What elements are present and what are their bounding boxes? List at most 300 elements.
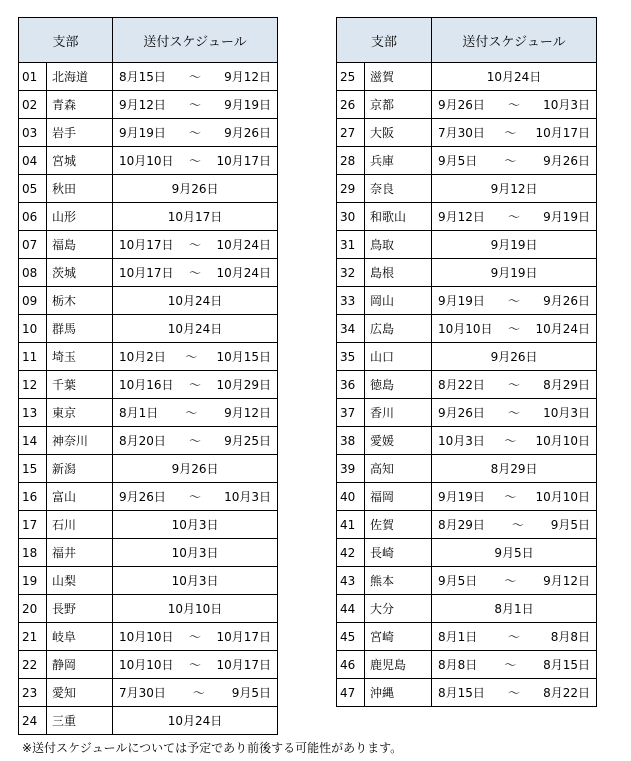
range-separator: ～ bbox=[508, 98, 521, 112]
table-row bbox=[337, 511, 597, 539]
schedule-range bbox=[432, 572, 596, 589]
branch-number: 11 bbox=[19, 343, 47, 371]
schedule-to: 9月19日 bbox=[224, 98, 271, 112]
range-separator: ～ bbox=[189, 630, 202, 644]
branch-number: 13 bbox=[19, 399, 47, 427]
branch-number: 37 bbox=[337, 399, 365, 427]
range-separator: ～ bbox=[508, 378, 521, 392]
range-separator: ～ bbox=[185, 350, 198, 364]
schedule-range bbox=[113, 264, 277, 281]
schedule-cell bbox=[113, 259, 278, 287]
schedule-range bbox=[113, 684, 277, 701]
schedule-range bbox=[432, 404, 596, 421]
table-row bbox=[19, 651, 278, 679]
schedule-from: 10月10日 bbox=[438, 322, 493, 336]
schedule-range bbox=[432, 628, 596, 645]
branch-name: 秋田 bbox=[47, 175, 113, 203]
schedule-to: 10月10日 bbox=[535, 434, 591, 448]
range-separator: ～ bbox=[508, 630, 521, 644]
schedule-from: 9月19日 bbox=[438, 294, 485, 308]
schedule-range bbox=[113, 376, 277, 393]
branch-number: 06 bbox=[19, 203, 47, 231]
schedule-range bbox=[432, 488, 596, 505]
branch-number: 07 bbox=[19, 231, 47, 259]
schedule-from: 10月16日 bbox=[119, 378, 174, 392]
schedule-date: 10月24日 bbox=[167, 294, 223, 308]
schedule-table-left bbox=[18, 17, 278, 735]
schedule-to: 10月3日 bbox=[543, 98, 590, 112]
range-separator: ～ bbox=[189, 490, 202, 504]
schedule-cell bbox=[432, 91, 597, 119]
schedule-to: 8月8日 bbox=[550, 630, 590, 644]
table-row bbox=[337, 567, 597, 595]
range-separator: ～ bbox=[189, 154, 202, 168]
schedule-from: 9月26日 bbox=[119, 490, 166, 504]
branch-name: 高知 bbox=[365, 455, 432, 483]
schedule-cell bbox=[113, 371, 278, 399]
schedule-date: 10月24日 bbox=[167, 322, 223, 336]
branch-name: 山口 bbox=[365, 343, 432, 371]
schedule-from: 7月30日 bbox=[119, 686, 166, 700]
range-separator: ～ bbox=[189, 266, 202, 280]
schedule-to: 10月3日 bbox=[224, 490, 271, 504]
range-separator: ～ bbox=[504, 574, 517, 588]
schedule-from: 8月15日 bbox=[438, 686, 485, 700]
branch-number: 26 bbox=[337, 91, 365, 119]
branch-name: 山形 bbox=[47, 203, 113, 231]
range-separator: ～ bbox=[508, 210, 521, 224]
table-row bbox=[337, 455, 597, 483]
range-separator: ～ bbox=[189, 238, 202, 252]
branch-number: 38 bbox=[337, 427, 365, 455]
schedule-to: 10月17日 bbox=[216, 630, 271, 644]
schedule-to: 8月22日 bbox=[543, 686, 590, 700]
branch-number: 10 bbox=[19, 315, 47, 343]
schedule-to: 8月29日 bbox=[543, 378, 590, 392]
table-row bbox=[19, 371, 278, 399]
branch-name: 新潟 bbox=[47, 455, 113, 483]
table-row bbox=[19, 91, 278, 119]
schedule-cell bbox=[432, 203, 597, 231]
schedule-range bbox=[113, 432, 277, 449]
table-row bbox=[337, 399, 597, 427]
branch-number: 42 bbox=[337, 539, 365, 567]
table-row bbox=[19, 623, 278, 651]
schedule-cell bbox=[432, 63, 597, 91]
branch-number: 27 bbox=[337, 119, 365, 147]
schedule-cell bbox=[113, 511, 278, 539]
range-separator: ～ bbox=[508, 322, 521, 336]
schedule-date: 10月10日 bbox=[167, 602, 223, 616]
schedule-date: 10月3日 bbox=[171, 546, 219, 560]
range-separator: ～ bbox=[189, 658, 202, 672]
branch-name: 宮城 bbox=[47, 147, 113, 175]
schedule-range bbox=[432, 432, 596, 449]
schedule-to: 9月12日 bbox=[224, 70, 271, 84]
branch-name: 神奈川 bbox=[47, 427, 113, 455]
schedule-to: 10月24日 bbox=[535, 322, 590, 336]
branch-number: 22 bbox=[19, 651, 47, 679]
branch-number: 15 bbox=[19, 455, 47, 483]
schedule-cell bbox=[432, 343, 597, 371]
branch-number: 09 bbox=[19, 287, 47, 315]
schedule-cell bbox=[432, 315, 597, 343]
branch-name: 群馬 bbox=[47, 315, 113, 343]
branch-number: 32 bbox=[337, 259, 365, 287]
schedule-from: 9月5日 bbox=[438, 154, 478, 168]
schedule-cell bbox=[432, 259, 597, 287]
branch-name: 京都 bbox=[365, 91, 432, 119]
schedule-range bbox=[113, 124, 277, 141]
schedule-date: 10月24日 bbox=[167, 714, 223, 728]
schedule-date: 9月26日 bbox=[171, 182, 219, 196]
schedule-cell bbox=[113, 427, 278, 455]
table-row bbox=[19, 147, 278, 175]
branch-name: 三重 bbox=[47, 707, 113, 735]
table-header-row bbox=[337, 18, 597, 63]
branch-number: 21 bbox=[19, 623, 47, 651]
branch-name: 佐賀 bbox=[365, 511, 432, 539]
schedule-cell bbox=[113, 147, 278, 175]
branch-name: 鳥取 bbox=[365, 231, 432, 259]
schedule-to: 10月24日 bbox=[216, 238, 271, 252]
range-separator: ～ bbox=[504, 434, 517, 448]
branch-name: 茨城 bbox=[47, 259, 113, 287]
range-separator: ～ bbox=[192, 686, 205, 700]
schedule-from: 10月2日 bbox=[119, 350, 166, 364]
schedule-from: 7月30日 bbox=[438, 126, 485, 140]
branch-name: 香川 bbox=[365, 399, 432, 427]
range-separator: ～ bbox=[511, 518, 524, 532]
schedule-to: 10月29日 bbox=[216, 378, 271, 392]
header-branch: 支部 bbox=[337, 18, 432, 63]
branch-name: 宮崎 bbox=[365, 623, 432, 651]
schedule-from: 8月20日 bbox=[119, 434, 166, 448]
branch-name: 徳島 bbox=[365, 371, 432, 399]
schedule-cell bbox=[113, 287, 278, 315]
schedule-cell bbox=[113, 343, 278, 371]
schedule-from: 10月10日 bbox=[119, 630, 174, 644]
schedule-to: 10月15日 bbox=[216, 350, 272, 364]
branch-name: 愛知 bbox=[47, 679, 113, 707]
schedule-date: 9月19日 bbox=[490, 238, 538, 252]
branch-number: 31 bbox=[337, 231, 365, 259]
schedule-range bbox=[113, 628, 277, 645]
schedule-to: 10月24日 bbox=[216, 266, 271, 280]
branch-name: 長崎 bbox=[365, 539, 432, 567]
branch-name: 鹿児島 bbox=[365, 651, 432, 679]
schedule-from: 10月17日 bbox=[119, 266, 174, 280]
table-row bbox=[19, 567, 278, 595]
schedule-cell bbox=[432, 175, 597, 203]
branch-name: 山梨 bbox=[47, 567, 113, 595]
range-separator: ～ bbox=[504, 126, 517, 140]
table-row bbox=[337, 343, 597, 371]
branch-number: 39 bbox=[337, 455, 365, 483]
schedule-table-right bbox=[336, 17, 597, 707]
schedule-cell bbox=[113, 203, 278, 231]
table-row bbox=[19, 287, 278, 315]
branch-name: 富山 bbox=[47, 483, 113, 511]
schedule-to: 9月25日 bbox=[224, 434, 271, 448]
branch-name: 大阪 bbox=[365, 119, 432, 147]
range-separator: ～ bbox=[189, 126, 202, 140]
schedule-range bbox=[432, 376, 596, 393]
branch-number: 34 bbox=[337, 315, 365, 343]
schedule-from: 9月12日 bbox=[119, 98, 166, 112]
table-row bbox=[337, 119, 597, 147]
schedule-cell bbox=[432, 231, 597, 259]
schedule-range bbox=[432, 96, 596, 113]
table-row bbox=[19, 483, 278, 511]
branch-number: 35 bbox=[337, 343, 365, 371]
schedule-to: 10月17日 bbox=[216, 658, 271, 672]
branch-name: 栃木 bbox=[47, 287, 113, 315]
schedule-range bbox=[113, 68, 277, 85]
branch-name: 熊本 bbox=[365, 567, 432, 595]
range-separator: ～ bbox=[504, 658, 517, 672]
schedule-cell bbox=[432, 119, 597, 147]
schedule-range bbox=[432, 152, 596, 169]
schedule-date: 10月3日 bbox=[171, 574, 219, 588]
branch-number: 12 bbox=[19, 371, 47, 399]
table-row bbox=[337, 539, 597, 567]
schedule-range bbox=[113, 152, 277, 169]
schedule-from: 10月10日 bbox=[119, 154, 174, 168]
branch-number: 41 bbox=[337, 511, 365, 539]
schedule-cell bbox=[113, 63, 278, 91]
branch-number: 28 bbox=[337, 147, 365, 175]
table-row bbox=[337, 287, 597, 315]
schedule-cell bbox=[432, 427, 597, 455]
schedule-from: 8月15日 bbox=[119, 70, 166, 84]
schedule-from: 10月17日 bbox=[119, 238, 174, 252]
branch-number: 19 bbox=[19, 567, 47, 595]
schedule-range bbox=[113, 236, 277, 253]
schedule-cell bbox=[113, 679, 278, 707]
table-header-row bbox=[19, 18, 278, 63]
header-schedule: 送付スケジュール bbox=[113, 18, 278, 63]
branch-name: 福岡 bbox=[365, 483, 432, 511]
range-separator: ～ bbox=[504, 154, 517, 168]
schedule-date: 8月1日 bbox=[494, 602, 534, 616]
range-separator: ～ bbox=[508, 406, 521, 420]
schedule-date: 9月26日 bbox=[171, 462, 219, 476]
table-row bbox=[337, 651, 597, 679]
table-row bbox=[337, 259, 597, 287]
branch-number: 17 bbox=[19, 511, 47, 539]
branch-number: 33 bbox=[337, 287, 365, 315]
schedule-cell bbox=[113, 707, 278, 735]
table-row bbox=[337, 595, 597, 623]
branch-name: 島根 bbox=[365, 259, 432, 287]
schedule-cell bbox=[432, 511, 597, 539]
branch-number: 08 bbox=[19, 259, 47, 287]
schedule-cell bbox=[432, 399, 597, 427]
schedule-to: 9月19日 bbox=[543, 210, 590, 224]
table-row bbox=[19, 315, 278, 343]
table-row bbox=[19, 707, 278, 735]
branch-name: 広島 bbox=[365, 315, 432, 343]
range-separator: ～ bbox=[189, 70, 202, 84]
table-row bbox=[19, 679, 278, 707]
branch-number: 14 bbox=[19, 427, 47, 455]
schedule-cell bbox=[113, 399, 278, 427]
schedule-cell bbox=[432, 147, 597, 175]
schedule-to: 10月10日 bbox=[535, 490, 591, 504]
schedule-range bbox=[432, 292, 596, 309]
schedule-cell bbox=[113, 91, 278, 119]
schedule-date: 9月5日 bbox=[494, 546, 534, 560]
table-row bbox=[19, 511, 278, 539]
branch-name: 岐阜 bbox=[47, 623, 113, 651]
branch-name: 福井 bbox=[47, 539, 113, 567]
branch-name: 青森 bbox=[47, 91, 113, 119]
table-row bbox=[19, 259, 278, 287]
table-row bbox=[19, 399, 278, 427]
schedule-to: 9月12日 bbox=[543, 574, 590, 588]
branch-name: 福島 bbox=[47, 231, 113, 259]
schedule-to: 10月17日 bbox=[535, 126, 591, 140]
range-separator: ～ bbox=[504, 490, 517, 504]
schedule-from: 9月12日 bbox=[438, 210, 485, 224]
table-row bbox=[19, 203, 278, 231]
schedule-to: 10月3日 bbox=[543, 406, 590, 420]
table-row bbox=[337, 203, 597, 231]
range-separator: ～ bbox=[189, 378, 202, 392]
table-row bbox=[337, 91, 597, 119]
branch-name: 和歌山 bbox=[365, 203, 432, 231]
table-row bbox=[337, 315, 597, 343]
schedule-cell bbox=[432, 651, 597, 679]
table-row bbox=[337, 623, 597, 651]
branch-name: 岩手 bbox=[47, 119, 113, 147]
schedule-cell bbox=[113, 315, 278, 343]
table-row bbox=[19, 119, 278, 147]
branch-name: 埼玉 bbox=[47, 343, 113, 371]
schedule-to: 9月26日 bbox=[543, 294, 590, 308]
schedule-from: 9月19日 bbox=[438, 490, 485, 504]
header-schedule: 送付スケジュール bbox=[432, 18, 597, 63]
schedule-from: 8月1日 bbox=[438, 630, 478, 644]
schedule-to: 8月15日 bbox=[543, 658, 590, 672]
branch-number: 45 bbox=[337, 623, 365, 651]
schedule-to: 9月12日 bbox=[224, 406, 271, 420]
schedule-cell bbox=[113, 595, 278, 623]
branch-name: 奈良 bbox=[365, 175, 432, 203]
schedule-range bbox=[113, 404, 277, 421]
header-branch: 支部 bbox=[19, 18, 113, 63]
branch-name: 長野 bbox=[47, 595, 113, 623]
schedule-from: 10月10日 bbox=[119, 658, 174, 672]
branch-number: 46 bbox=[337, 651, 365, 679]
schedule-to: 9月5日 bbox=[231, 686, 271, 700]
table-row bbox=[337, 427, 597, 455]
schedule-from: 9月5日 bbox=[438, 574, 478, 588]
table-row bbox=[337, 231, 597, 259]
schedule-from: 9月26日 bbox=[438, 406, 485, 420]
branch-name: 滋賀 bbox=[365, 63, 432, 91]
branch-number: 23 bbox=[19, 679, 47, 707]
schedule-date: 10月17日 bbox=[167, 210, 223, 224]
schedule-date: 9月12日 bbox=[490, 182, 538, 196]
schedule-date: 9月19日 bbox=[490, 266, 538, 280]
schedule-range bbox=[432, 684, 596, 701]
schedule-cell bbox=[432, 371, 597, 399]
schedule-cell bbox=[432, 287, 597, 315]
schedule-cell bbox=[113, 175, 278, 203]
schedule-range bbox=[113, 96, 277, 113]
schedule-from: 10月3日 bbox=[438, 434, 485, 448]
branch-number: 29 bbox=[337, 175, 365, 203]
schedule-range bbox=[432, 208, 596, 225]
schedule-to: 9月5日 bbox=[550, 518, 590, 532]
schedule-date: 8月29日 bbox=[490, 462, 538, 476]
schedule-range bbox=[113, 488, 277, 505]
schedule-cell bbox=[113, 539, 278, 567]
branch-number: 40 bbox=[337, 483, 365, 511]
schedule-cell bbox=[113, 119, 278, 147]
branch-number: 24 bbox=[19, 707, 47, 735]
table-row bbox=[19, 595, 278, 623]
schedule-cell bbox=[113, 231, 278, 259]
table-row bbox=[337, 63, 597, 91]
branch-number: 01 bbox=[19, 63, 47, 91]
table-row bbox=[19, 455, 278, 483]
schedule-range bbox=[432, 656, 596, 673]
schedule-cell bbox=[432, 539, 597, 567]
branch-number: 03 bbox=[19, 119, 47, 147]
branch-name: 石川 bbox=[47, 511, 113, 539]
schedule-range bbox=[113, 656, 277, 673]
table-row bbox=[19, 63, 278, 91]
branch-name: 北海道 bbox=[47, 63, 113, 91]
table-row bbox=[19, 343, 278, 371]
schedule-from: 8月1日 bbox=[119, 406, 159, 420]
table-row bbox=[337, 147, 597, 175]
range-separator: ～ bbox=[189, 98, 202, 112]
schedule-cell bbox=[432, 679, 597, 707]
branch-number: 04 bbox=[19, 147, 47, 175]
branch-number: 05 bbox=[19, 175, 47, 203]
branch-name: 静岡 bbox=[47, 651, 113, 679]
schedule-cell bbox=[432, 455, 597, 483]
schedule-from: 8月22日 bbox=[438, 378, 485, 392]
table-row bbox=[19, 175, 278, 203]
schedule-to: 9月26日 bbox=[543, 154, 590, 168]
branch-name: 愛媛 bbox=[365, 427, 432, 455]
schedule-range bbox=[432, 516, 596, 533]
table-row bbox=[19, 231, 278, 259]
schedule-cell bbox=[113, 651, 278, 679]
table-row bbox=[337, 679, 597, 707]
branch-number: 20 bbox=[19, 595, 47, 623]
schedule-cell bbox=[113, 483, 278, 511]
schedule-to: 10月17日 bbox=[216, 154, 271, 168]
branch-number: 30 bbox=[337, 203, 365, 231]
schedule-date: 9月26日 bbox=[490, 350, 538, 364]
schedule-cell bbox=[432, 483, 597, 511]
branch-name: 大分 bbox=[365, 595, 432, 623]
footnote: ※送付スケジュールについては予定であり前後する可能性があります。 bbox=[22, 741, 403, 755]
schedule-range bbox=[432, 320, 596, 337]
schedule-cell bbox=[113, 623, 278, 651]
range-separator: ～ bbox=[508, 686, 521, 700]
branch-number: 36 bbox=[337, 371, 365, 399]
range-separator: ～ bbox=[189, 434, 202, 448]
branch-name: 千葉 bbox=[47, 371, 113, 399]
table-row bbox=[337, 371, 597, 399]
